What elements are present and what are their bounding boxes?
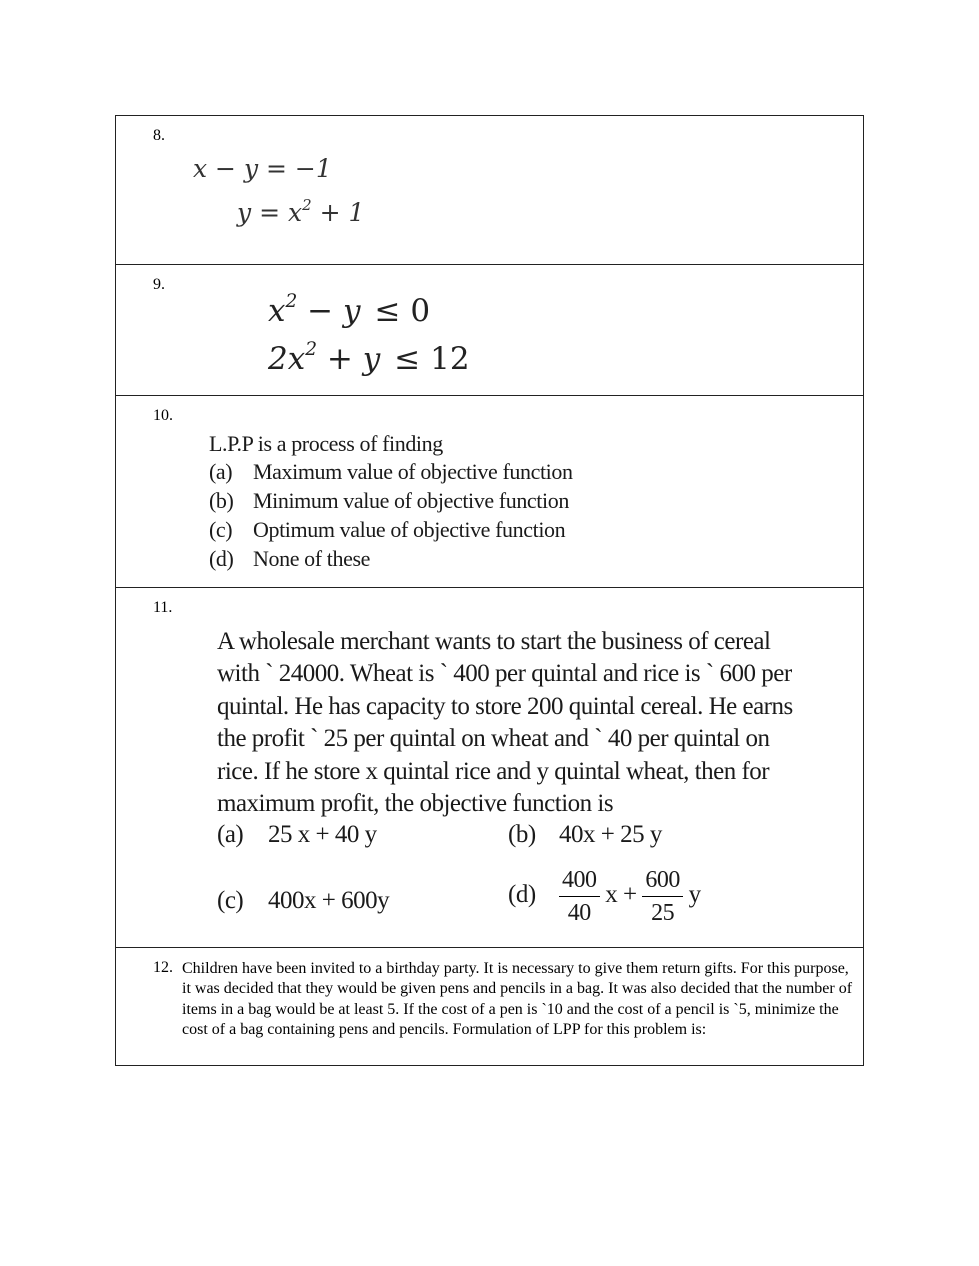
- option-a: (a) 25 x + 40 y: [217, 821, 377, 848]
- question-11: [115, 587, 864, 947]
- fraction-400-40: $\frac{400}{40}$: [559, 866, 600, 927]
- question-12: [115, 947, 864, 1066]
- question-number: 10.: [153, 407, 173, 424]
- stem-line: A wholesale merchant wants to start the business of cereal: [217, 628, 771, 655]
- option-c: (c) Optimum value of objective function: [209, 517, 566, 542]
- equation-line-2: $y = x^2 + 1$: [237, 195, 365, 227]
- option-b: (b) Minimum value of objective function: [209, 488, 569, 513]
- question-number: 9.: [153, 276, 165, 293]
- inequality-line-2: $2x^2 + y \le 12$: [268, 339, 470, 377]
- question-number: 12.: [153, 959, 173, 976]
- inequality-line-1: $x^2 - y \le 0$: [268, 291, 431, 329]
- stem-line: rice. If he store x quintal rice and y quintal wheat, then for: [217, 757, 770, 785]
- stem-line: quintal. He has capacity to store 200 quintal cereal. He earns: [217, 692, 793, 720]
- question-9: [115, 264, 864, 395]
- option-d: (d) $\frac{400}{40}$ x + $\frac{600}{25}$ y: [508, 867, 701, 926]
- question-number: 11.: [153, 599, 173, 616]
- question-stem: L.P.P is a process of finding: [209, 431, 443, 456]
- option-d: (d) None of these: [209, 546, 370, 571]
- option-b: (b) 40x + 25 y: [508, 821, 662, 848]
- question-number: 8.: [153, 127, 165, 144]
- question-stem: [217, 626, 817, 820]
- option-a: (a) Maximum value of objective function: [209, 459, 573, 484]
- question-table: [115, 115, 864, 1066]
- question-stem: Children have been invited to a birthday party. It is necessary to give them return gifts. For this purpose, it was decided that they would be given pens and pencils in a bag. It was also decided that the number of items in a bag would be at least 5. If the cost of a pen is `10 and the cost of a pencil is `5, minimize the cost of a bag containing pens and pencils. Formulation of LPP for this problem is:: [182, 960, 853, 1038]
- stem-line: maximum profit, the objective function is: [217, 790, 614, 818]
- question-10: [115, 395, 864, 587]
- equation-line-1: x − y = −1: [193, 154, 332, 183]
- stem-line: the profit ` 25 per quintal on wheat and ` 40 per quintal on: [217, 725, 770, 753]
- question-8: [115, 115, 864, 264]
- stem-line: with ` 24000. Wheat is ` 400 per quintal and rice is ` 600 per: [217, 660, 792, 688]
- option-c: (c) 400x + 600y: [217, 887, 390, 914]
- fraction-600-25: $\frac{600}{25}$: [642, 866, 683, 927]
